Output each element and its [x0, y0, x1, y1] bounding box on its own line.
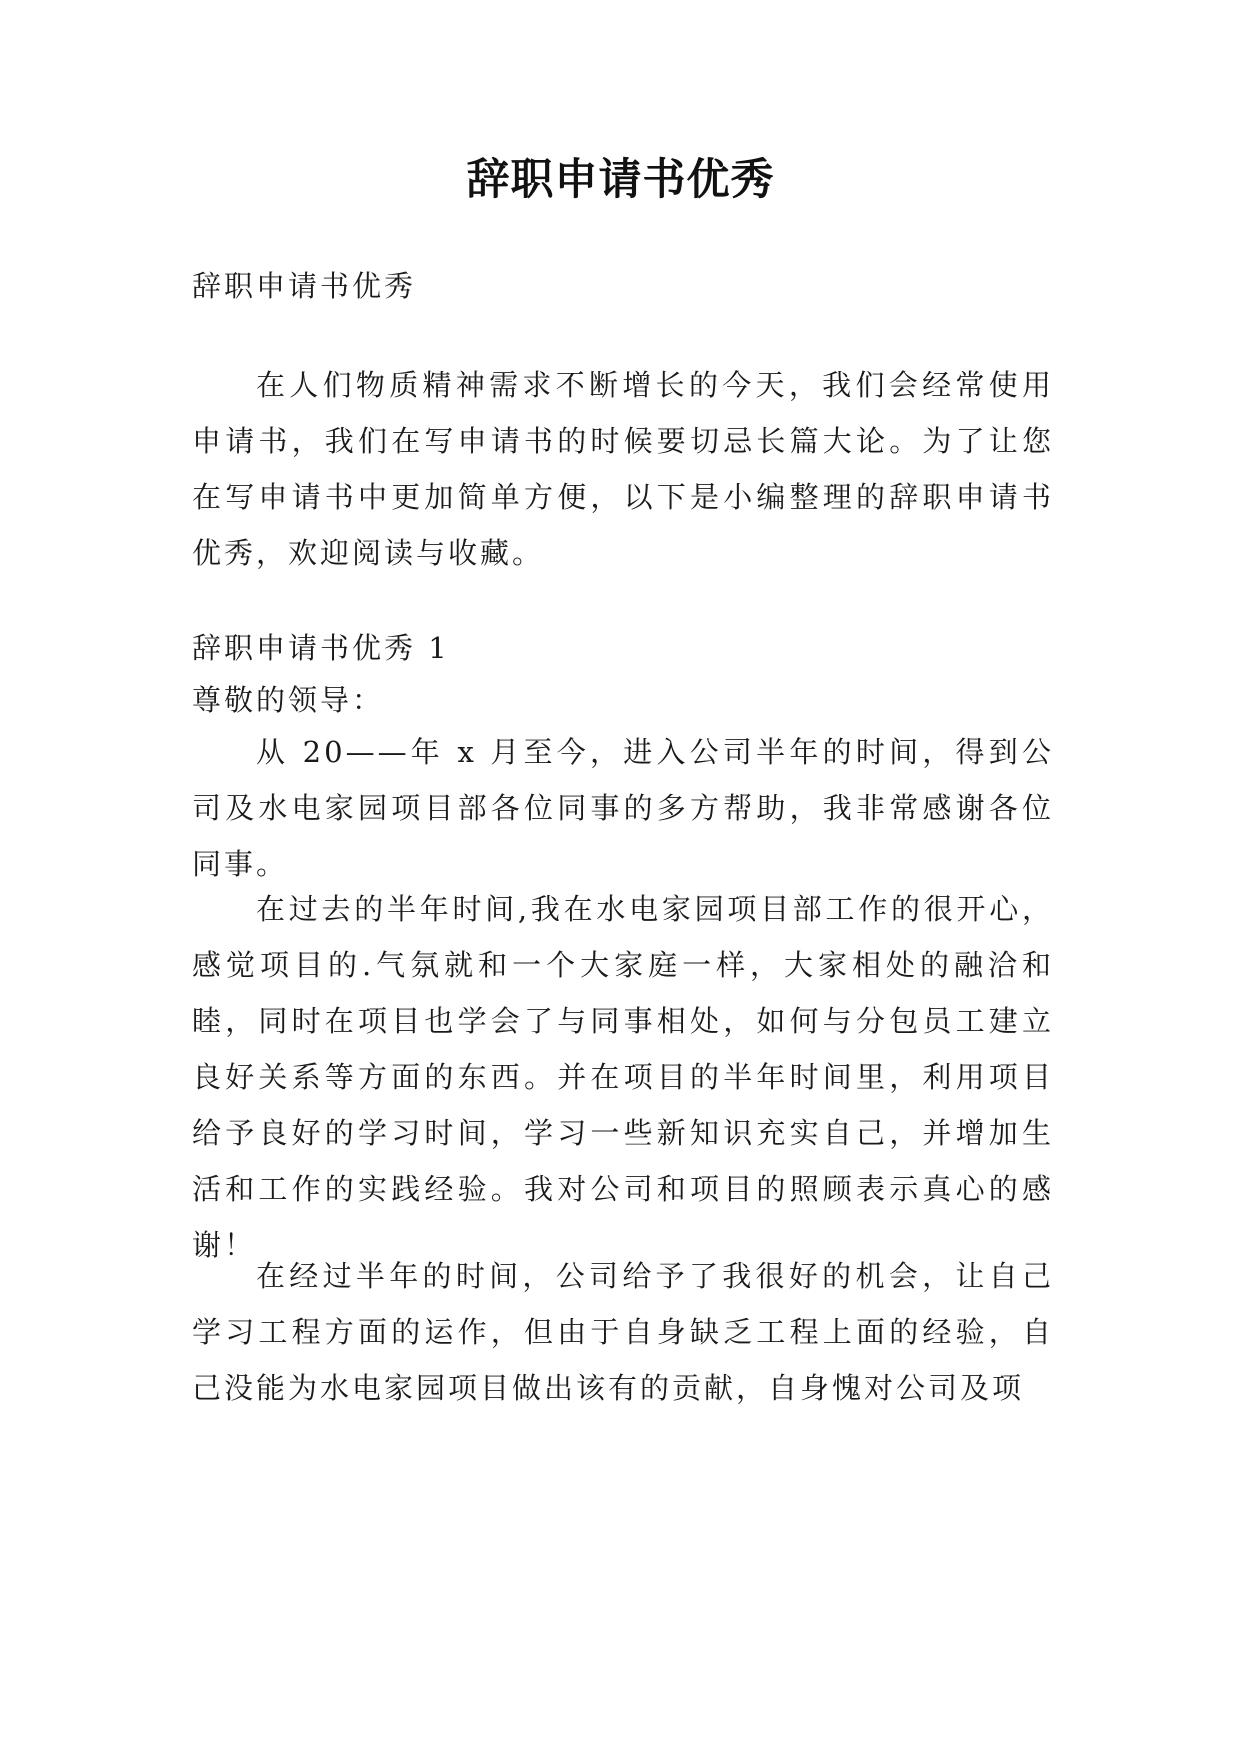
body-paragraph-3: 在经过半年的时间，公司给予了我很好的机会，让自己学习工程方面的运作，但由于自身缺乏工程上面的经验，自己没能为水电家园项目做出该有的贡献，自身愧对公司及项 [192, 1259, 1054, 1405]
body-paragraph-1: 从 20——年 x 月至今，进入公司半年的时间，得到公司及水电家园项目部各位同事的多方帮助，我非常感谢各位同事。 [192, 735, 1054, 881]
section-heading: 辞职申请书优秀 1 [192, 631, 450, 665]
subtitle: 辞职申请书优秀 [192, 269, 417, 303]
document-title: 辞职申请书优秀 [466, 155, 775, 205]
body-paragraph-2: 在过去的半年时间,我在水电家园项目部工作的很开心，感觉项目的.气氛就和一个大家庭一样，大家相处的融洽和睦，同时在项目也学会了与同事相处，如何与分包员工建立良好关系等方面的东西。并在项目的半年时间里，利用项目给予良好的学习时间，学习一些新知识充实自己，并增加生活和工作的实践经验。我对公司和项目的照顾表示真心的感谢！ [192, 892, 1054, 1262]
intro-paragraph: 在人们物质精神需求不断增长的今天，我们会经常使用申请书，我们在写申请书的时候要切忌长篇大论。为了让您在写申请书中更加简单方便，以下是小编整理的辞职申请书优秀，欢迎阅读与收藏。 [192, 368, 1054, 570]
salutation: 尊敬的领导： [192, 683, 385, 717]
